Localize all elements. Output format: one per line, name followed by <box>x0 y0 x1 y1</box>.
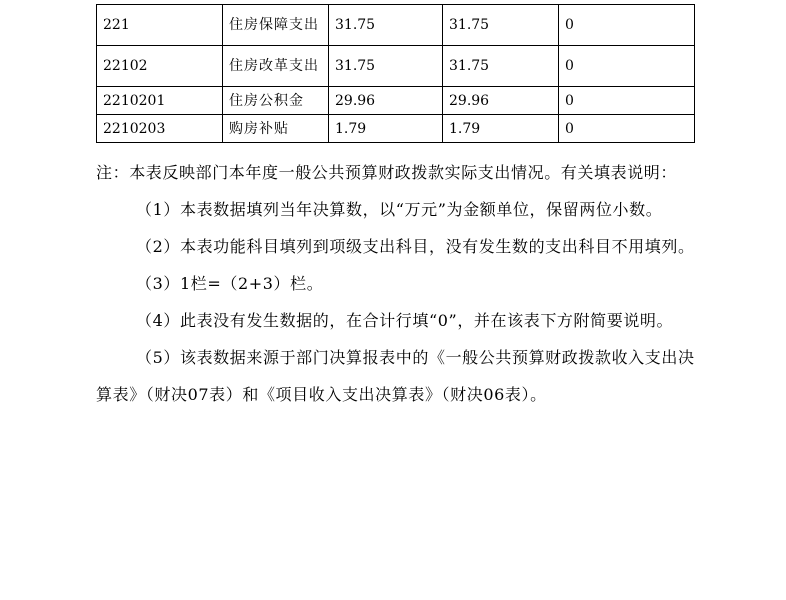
value-cell: 31.75 <box>329 5 443 46</box>
value-cell: 29.96 <box>329 87 443 115</box>
value-cell: 31.75 <box>443 46 559 87</box>
subject-name-cell: 购房补贴 <box>223 115 329 143</box>
note-item-1: （1）本表数据填列当年决算数，以“万元”为金额单位，保留两位小数。 <box>136 200 663 219</box>
value-cell: 0 <box>559 87 695 115</box>
subject-code-cell: 22102 <box>97 46 223 87</box>
subject-name-cell: 住房保障支出 <box>223 5 329 46</box>
note-item-3: （3）1栏=（2+3）栏。 <box>136 274 324 293</box>
value-cell: 0 <box>559 5 695 46</box>
value-cell: 0 <box>559 46 695 87</box>
value-cell: 1.79 <box>329 115 443 143</box>
subject-name-cell: 住房公积金 <box>223 87 329 115</box>
value-cell: 31.75 <box>443 5 559 46</box>
note-item-4: （4）此表没有发生数据的，在合计行填“0”，并在该表下方附简要说明。 <box>136 311 674 330</box>
table-row <box>97 87 695 115</box>
expenditure-table <box>96 4 695 143</box>
note-item-5: （5）该表数据来源于部门决算报表中的《一般公共预算财政拨款收入支出决算表》（财决07表）和《项目收入支出决算表》（财决06表）。 <box>96 348 695 404</box>
note-item-2: （2）本表功能科目填列到项级支出科目，没有发生数的支出科目不用填列。 <box>136 237 695 256</box>
table-row <box>97 115 695 143</box>
table-notes <box>96 154 696 413</box>
value-cell: 0 <box>559 115 695 143</box>
value-cell: 31.75 <box>329 46 443 87</box>
table-row <box>97 46 695 87</box>
subject-code-cell: 221 <box>97 5 223 46</box>
value-cell: 29.96 <box>443 87 559 115</box>
table-row <box>97 5 695 46</box>
value-cell: 1.79 <box>443 115 559 143</box>
subject-code-cell: 2210201 <box>97 87 223 115</box>
subject-name-cell: 住房改革支出 <box>223 46 329 87</box>
notes-intro: 注：本表反映部门本年度一般公共预算财政拨款实际支出情况。有关填表说明： <box>96 163 678 182</box>
subject-code-cell: 2210203 <box>97 115 223 143</box>
